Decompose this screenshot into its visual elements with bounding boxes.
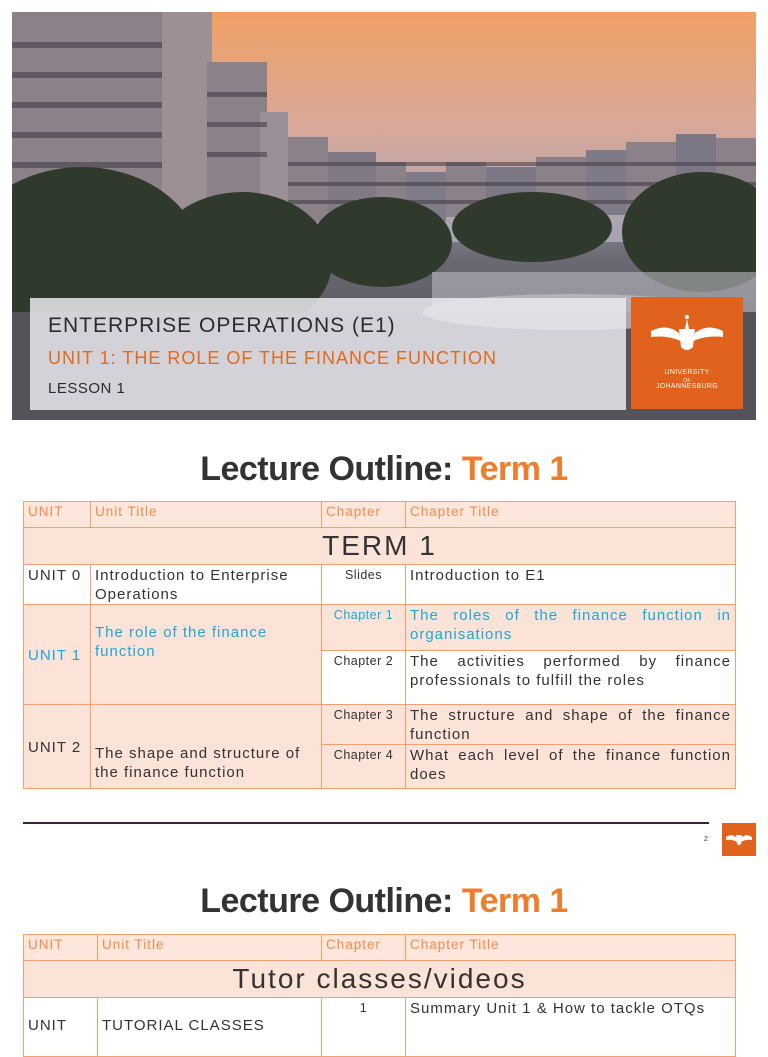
chapter-title-cell: What each level of the finance function does: [406, 745, 736, 789]
header-chapter-title: Chapter Title: [406, 502, 736, 528]
table-row: [24, 998, 736, 1057]
logo-text-line2: OF: [683, 378, 691, 384]
chapter-cell: Chapter 1: [322, 605, 406, 651]
chapter-cell: Chapter 2: [322, 651, 406, 705]
logo-text-line1: UNIVERSITY: [664, 369, 710, 376]
cover-slide: [12, 12, 756, 420]
unit-cell: UNIT 2: [24, 705, 91, 789]
footer-divider: [23, 822, 709, 824]
unit-cell: UNIT 0: [24, 565, 91, 605]
unit-cell: UNIT 1: [24, 605, 91, 705]
university-crest-icon: [722, 823, 756, 856]
chapter-cell: 1: [322, 998, 406, 1057]
chapter-title-cell: The structure and shape of the finance function: [406, 705, 736, 745]
header-unit-title: Unit Title: [98, 935, 322, 961]
heading-accent: Term 1: [461, 882, 568, 920]
page-number: 2: [704, 836, 708, 843]
unit-subtitle: UNIT 1: THE ROLE OF THE FINANCE FUNCTION: [48, 348, 498, 368]
header-chapter-title: Chapter Title: [406, 935, 736, 961]
chapter-cell: Chapter 4: [322, 745, 406, 789]
unit-title-cell: Introduction to Enterprise Operations: [91, 565, 322, 605]
table-header-row: [24, 935, 736, 961]
header-unit-title: Unit Title: [91, 502, 322, 528]
section-row: [24, 961, 736, 998]
table-row: [24, 565, 736, 605]
course-title: ENTERPRISE OPERATIONS (E1): [48, 314, 396, 337]
section-label: Tutor classes/videos: [24, 961, 736, 998]
header-chapter: Chapter: [322, 935, 406, 961]
unit-title-cell: The shape and structure of the finance function: [91, 705, 322, 789]
chapter-title-cell: The roles of the finance function in organisations: [406, 605, 736, 651]
lecture-outline-table: [23, 501, 736, 789]
chapter-title-cell: Summary Unit 1 & How to tackle OTQs: [406, 998, 736, 1057]
lesson-label: LESSON 1: [48, 380, 126, 397]
chapter-cell: Chapter 3: [322, 705, 406, 745]
term-label: TERM 1: [24, 528, 736, 565]
chapter-cell: Slides: [322, 565, 406, 605]
table-row: [24, 705, 736, 745]
header-unit: UNIT: [24, 502, 91, 528]
heading-main: Lecture Outline:: [200, 882, 462, 920]
heading-accent: Term 1: [461, 450, 568, 488]
slide2-heading: [0, 450, 768, 489]
logo-text-line3: JOHANNESBURG: [656, 383, 718, 390]
unit-cell: UNIT: [24, 998, 98, 1057]
header-chapter: Chapter: [322, 502, 406, 528]
unit-title-cell: The role of the finance function: [91, 605, 322, 705]
term-row: [24, 528, 736, 565]
heading-main: Lecture Outline:: [200, 450, 462, 488]
footer-logo: [722, 823, 756, 856]
slide3-heading: [0, 882, 768, 921]
chapter-title-cell: The activities performed by finance professionals to fulfill the roles: [406, 651, 736, 705]
university-logo: [631, 297, 743, 409]
table-row: [24, 605, 736, 651]
chapter-title-cell: Introduction to E1: [406, 565, 736, 605]
table-header-row: [24, 502, 736, 528]
unit-title-cell: TUTORIAL CLASSES: [98, 998, 322, 1057]
lecture-outline-table-2: [23, 934, 736, 1057]
header-unit: UNIT: [24, 935, 98, 961]
university-crest-icon: [645, 313, 729, 357]
